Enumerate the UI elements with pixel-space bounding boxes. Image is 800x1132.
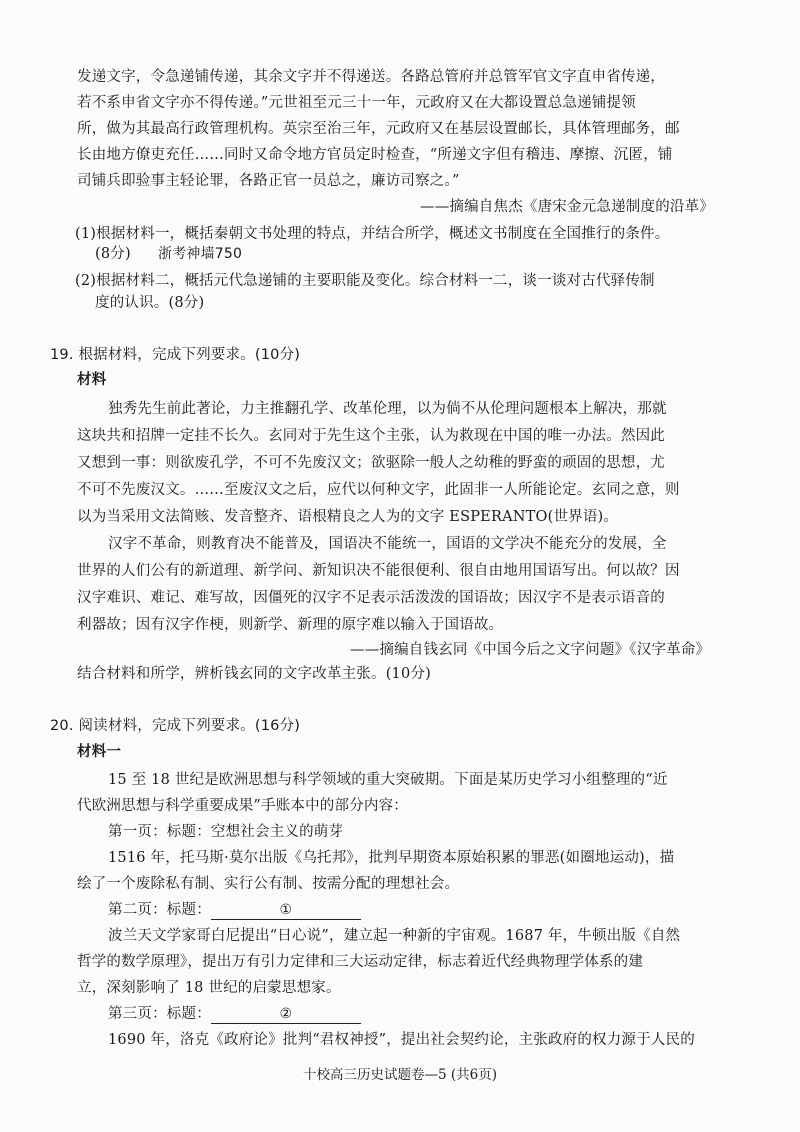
page2-title-row [108,900,361,920]
q20-intro-line: 代欧洲思想与科学重要成果”手账本中的部分内容： [77,798,409,814]
question-18-2-cont: 度的认识。(8分) [95,295,205,311]
page1-text-line: 绘了一个废除私有制、实行公有制、按需分配的理想社会。 [77,876,460,892]
page2-title: 第二页：标题： [108,902,211,918]
page3-title: 第三页：标题： [108,1006,211,1022]
material-line: 所，做为其最高行政管理机构。英宗至治三年，元政府又在基层设置邮长，具体管理邮务，邮 [77,121,680,137]
material-line: 司铺兵即验事主轻论罪，各路正官一员总之，廉访司察之。” [77,173,460,189]
source-citation-19: ——摘编自钱玄同《中国今后之文字问题》《汉字革命》 [350,642,711,658]
question-18-2: (2)根据材料二，概括元代急递铺的主要职能及变化。综合材料一二，谈一谈对古代驿传制 [75,273,655,289]
q19-paragraph-line: 汉字不革命，则教育决不能普及，国语决不能统一，国语的文学决不能充分的发展，全 [108,536,667,552]
watermark-text: 浙考神墙750 [158,246,243,262]
q19-paragraph-line: 汉字难识、难记、难写故，因僵死的汉字不足表示活泼泼的国语故；因汉字不是表示语音的 [77,590,665,606]
material-line: 若不系申省文字亦不得传递。”元世祖至元三十一年，元政府又在大都设置总急递铺提领 [77,95,636,111]
answer-blank-1[interactable] [211,901,361,920]
question-19-task: 结合材料和所学，辨析钱玄同的文字改革主张。(10分) [77,666,431,682]
q19-paragraph-line: 以为当采用文法简赅、发音整齐、语根精良之人为的文字 ESPERANTO(世界语)。 [77,509,619,525]
blank-marker: ① [279,902,293,918]
q20-intro-line: 15 至 18 世纪是欧洲思想与科学领域的重大突破期。下面是某历史学习小组整理的“近 [108,772,668,788]
page3-title-row [108,1004,361,1024]
material-label: 材料 [77,371,107,388]
material-line: 发递文字，令急递铺传递，其余文字并不得递送。各路总管府并总管军官文字直申省传递， [77,69,665,85]
q19-paragraph-line: 独秀先生前此著论，力主推翻孔学、改革伦理，以为倘不从伦理问题根本上解决，那就 [108,401,667,417]
question-19-heading: 19. 根据材料，完成下列要求。(10分) [50,347,301,363]
page1-title: 第一页：标题：空想社会主义的萌芽 [108,824,344,840]
material-line: 长由地方僚吏充任……同时又命令地方官员定时检查，“所递文字但有稽违、摩擦、沉匿，铺 [77,147,673,163]
q19-paragraph-line: 又想到一事：则欲废孔学，不可不先废汉文；欲驱除一般人之幼稚的野蛮的顽固的思想，尤 [77,455,665,471]
q19-paragraph-line: 这块共和招牌一定挂不长久。玄同对于先生这个主张，认为救现在中国的唯一办法。然因此 [77,428,665,444]
page2-text-line: 哲学的数学原理》，提出万有引力定律和三大运动定律，标志着近代经典物理学体系的建 [77,954,644,970]
question-18-1-score: (8分) [95,246,131,262]
page1-text-line: 1516 年，托马斯·莫尔出版《乌托邦》，批判早期资本原始积累的罪恶(如圈地运动)，描 [108,850,675,866]
question-20-heading: 20. 阅读材料，完成下列要求。(16分) [50,718,301,734]
q19-paragraph-line: 利器故；因有汉字作梗，则新学、新理的原字难以输入于国语故。 [77,617,504,633]
page3-text-line: 1690 年，洛克《政府论》批判“君权神授”，提出社会契约论，主张政府的权力源于人民的 [108,1032,695,1048]
q19-paragraph-line: 世界的人们公有的新道理、新学问、新知识决不能很便利、很自由地用国语写出。何以故？因 [77,563,680,579]
page2-text-line: 立，深刻影响了 18 世纪的启蒙思想家。 [77,980,341,996]
source-citation-18: ——摘编自焦杰《唐宋金元急递制度的沿革》 [420,199,714,215]
question-18-1: (1)根据材料一，概括秦朝文书处理的特点，并结合所学，概述文书制度在全国推行的条件。 [75,226,670,242]
blank-marker: ② [279,1006,293,1022]
q19-paragraph-line: 不可不先废汉文。……至废汉文之后，应代以何种文字，此固非一人所能论定。玄同之意，则 [77,482,680,498]
page-footer: 十校高三历史试题卷—5 (共6页) [302,1067,497,1083]
material-label: 材料一 [77,743,122,760]
page2-text-line: 波兰天文学家哥白尼提出“日心说”，建立起一种新的宇宙观。1687 年，牛顿出版《自然 [108,928,681,944]
answer-blank-2[interactable] [211,1005,361,1024]
